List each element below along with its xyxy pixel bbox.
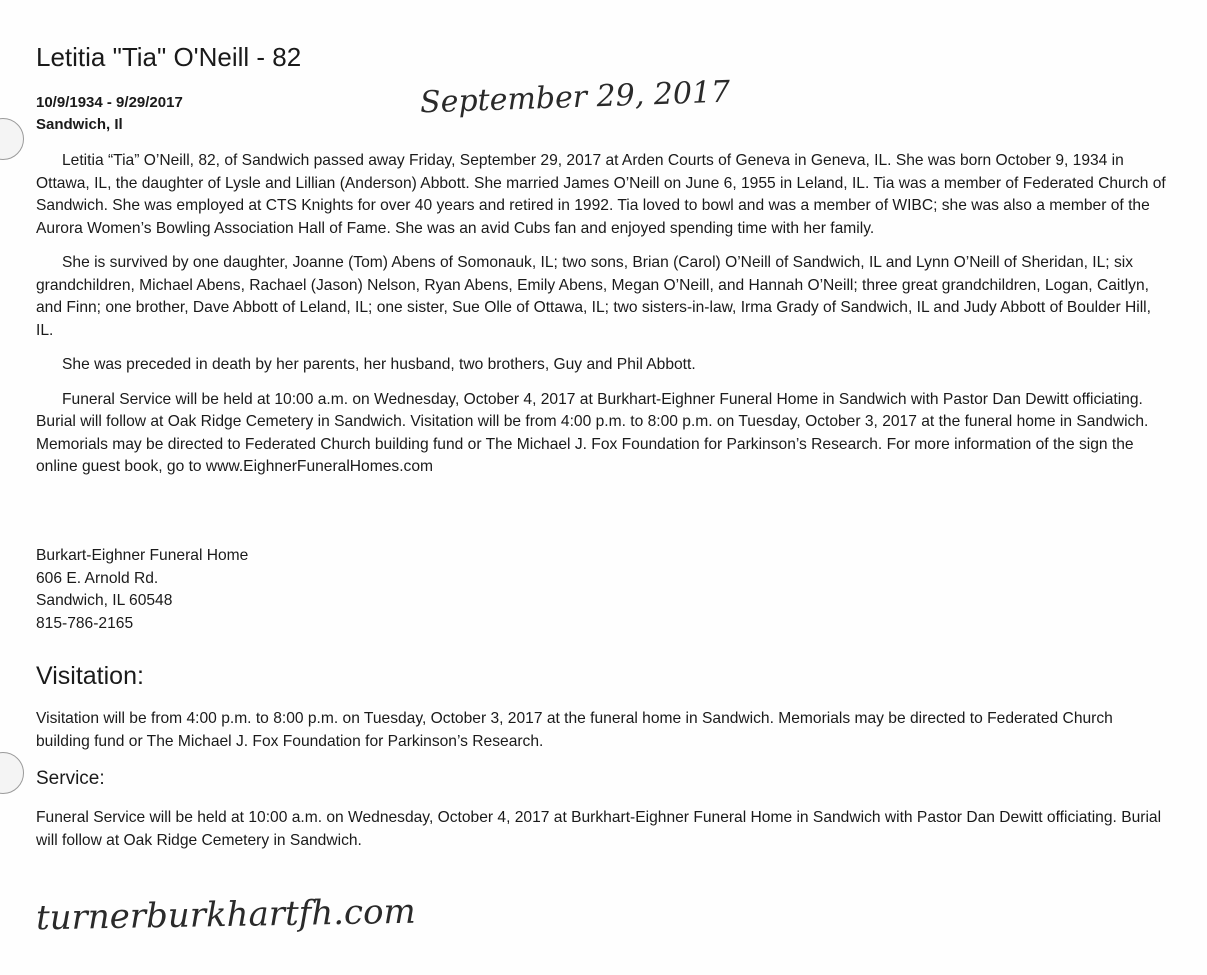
- funeral-home-city: Sandwich, IL 60548: [36, 592, 173, 609]
- obituary-paragraph-3: She was preceded in death by her parents, her husband, two brothers, Guy and Phil Abbott.: [62, 356, 696, 373]
- punch-hole-top: [0, 118, 24, 160]
- funeral-home-name: Burkart-Eighner Funeral Home: [36, 547, 249, 564]
- funeral-home-street: 606 E. Arnold Rd.: [36, 569, 159, 587]
- service-heading: Service:: [36, 768, 105, 789]
- visitation-text: Visitation will be from 4:00 p.m. to 8:00 p.m. on Tuesday, October 3, 2017 at the funeral home in Sandwich. Memorials may be directed to Federated Church building fund or The Michael J. Fox Foundation for Parkinson’s Research.: [36, 710, 1113, 750]
- obituary-paragraph-2: She is survived by one daughter, Joanne (Tom) Abens of Somonauk, IL; two sons, Brian (Carol) O’Neill of Sandwich, IL and Lynn O’Neill of Sheridan, IL; six grandchildren, Michael Abens, Rachael (Jason) Nelson, Ryan Abens, Emily Abens, Megan O’Neill, and Hannah O’Neill; three great grandchildren, Logan, Caitlyn, and Finn; one brother, Dave Abbott of Leland, IL; one sister, Sue Olle of Ottawa, IL; two sisters-in-law, Irma Grady of Sandwich, IL and Judy Abbott of Boulder Hill, IL.: [36, 254, 1151, 339]
- life-dates: 10/9/1934 - 9/29/2017: [36, 94, 183, 111]
- service-text: Funeral Service will be held at 10:00 a.m. on Wednesday, October 4, 2017 at Burkhart-Eighner Funeral Home in Sandwich with Pastor Dan Dewitt officiating. Burial will follow at Oak Ridge Cemetery in Sandwich.: [36, 809, 1162, 849]
- residence-location: Sandwich, Il: [36, 116, 123, 133]
- punch-hole-bottom: [0, 752, 24, 794]
- obituary-paragraph-4: Funeral Service will be held at 10:00 a.m. on Wednesday, October 4, 2017 at Burkhart-Eighner Funeral Home in Sandwich with Pastor Dan Dewitt officiating. Burial will follow at Oak Ridge Cemetery in Sandwich. Visitation will be from 4:00 p.m. to 8:00 p.m. on Tuesday, October 3, 2017 at the funeral home in Sandwich. Memorials may be directed to Federated Church building fund or The Michael J. Fox Foundation for Parkinson’s Research. For more information of the sign the online guest book, go to www.EighnerFuneralHomes.com: [36, 390, 1149, 475]
- visitation-heading: Visitation:: [36, 662, 144, 690]
- page-title: Letitia "Tia" O'Neill - 82: [36, 42, 302, 72]
- obituary-body: [36, 150, 1166, 491]
- handwritten-date: September 29, 2017: [419, 74, 731, 121]
- handwritten-website: turnerburkhartfh.com: [35, 891, 417, 939]
- funeral-home-address: [36, 545, 248, 635]
- obituary-paragraph-1: Letitia “Tia” O’Neill, 82, of Sandwich passed away Friday, September 29, 2017 at Arden Courts of Geneva in Geneva, IL. She was born October 9, 1934 in Ottawa, IL, the daughter of Lysle and Lillian (Anderson) Abbott. She married James O’Neill on June 6, 1955 in Leland, IL. Tia was a member of Federated Church of Sandwich. She was employed at CTS Knights for over 40 years and retired in 1992. Tia loved to bowl and was a member of WIBC; she was also a member of the Aurora Women’s Bowling Association Hall of Fame. She was an avid Cubs fan and enjoyed spending time with her family.: [36, 152, 1166, 237]
- funeral-home-phone: 815-786-2165: [36, 614, 134, 632]
